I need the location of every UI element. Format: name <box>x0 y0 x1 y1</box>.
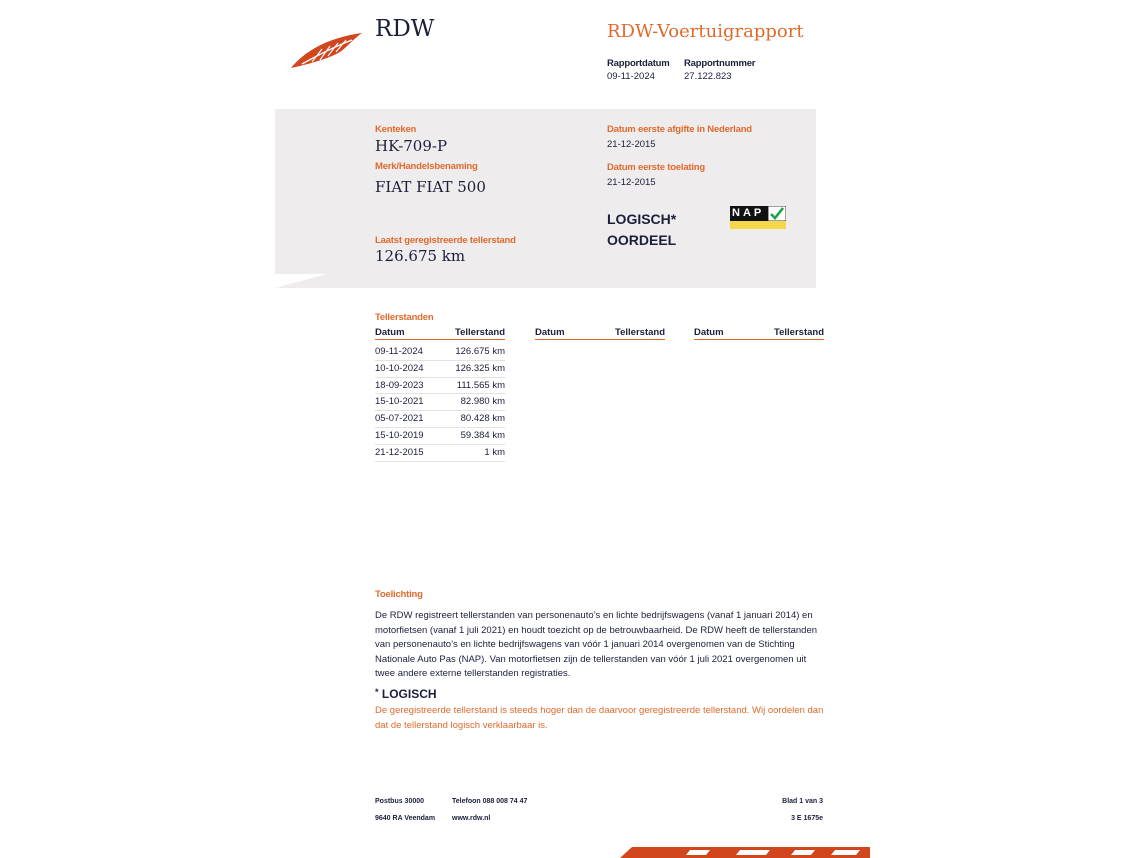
col-tellerstand: Tellerstand <box>615 327 665 338</box>
row-stand: 1 km <box>484 446 505 458</box>
oordeel-line-1: LOGISCH* <box>607 211 677 227</box>
logisch-line: dat de tellerstand logisch verklaarbaar is. <box>375 719 548 731</box>
footer-stripe-decoration <box>620 847 870 858</box>
row-datum: 15-10-2019 <box>375 429 424 441</box>
table-row <box>375 344 505 361</box>
nap-badge <box>730 206 786 229</box>
col-datum: Datum <box>694 327 724 338</box>
row-datum: 21-12-2015 <box>375 446 424 458</box>
teller-value: 126.675 km <box>375 247 466 265</box>
logisch-star: * <box>375 687 379 697</box>
rapportdatum-label: Rapportdatum <box>607 58 670 69</box>
vehicle-summary-panel <box>275 109 816 288</box>
toelichting-line: twee andere externe tellerstanden registraties. <box>375 668 571 679</box>
table-row <box>375 428 505 445</box>
row-stand: 111.565 km <box>456 379 505 391</box>
table-header <box>694 327 824 340</box>
table-header <box>375 327 505 340</box>
toelichting-line: motorfietsen (vanaf 1 juli 2021) en houdt toezicht op de betrouwbaarheid. De RDW heeft de tellerstanden <box>375 624 818 636</box>
table-row <box>375 445 505 462</box>
table-row <box>375 394 505 411</box>
eerste-toelating-label: Datum eerste toelating <box>607 162 706 173</box>
eerste-afgifte-label: Datum eerste afgifte in Nederland <box>607 124 752 135</box>
merk-value: FIAT FIAT 500 <box>375 178 486 196</box>
kenteken-value: HK-709-P <box>375 137 448 155</box>
col-tellerstand: Tellerstand <box>774 327 824 338</box>
row-datum: 05-07-2021 <box>375 413 424 425</box>
toelichting-text <box>375 609 835 682</box>
row-datum: 10-10-2024 <box>375 362 424 374</box>
eerste-toelating-value: 21-12-2015 <box>607 177 656 188</box>
eerste-afgifte-value: 21-12-2015 <box>607 139 656 150</box>
tellerstanden-table-2 <box>535 327 665 340</box>
row-stand: 59.384 km <box>460 429 505 441</box>
toelichting-line: Nationale Auto Pas (NAP). Van motorfietsen zijn de tellerstanden van vóór 1 juli 2021 overgenomen uit <box>375 653 807 665</box>
row-stand: 82.980 km <box>460 396 505 408</box>
logisch-text <box>375 704 835 733</box>
toelichting-title: Toelichting <box>375 589 423 600</box>
footer-web: www.rdw.nl <box>452 815 491 822</box>
row-datum: 09-11-2024 <box>375 346 423 357</box>
logisch-heading <box>375 687 437 701</box>
table-row <box>375 361 505 378</box>
row-datum: 15-10-2021 <box>375 396 424 408</box>
oordeel-line-2: OORDEEL <box>607 232 677 248</box>
org-name: RDW <box>375 16 435 42</box>
check-icon <box>768 206 786 221</box>
rapportnummer-label: Rapportnummer <box>684 58 756 69</box>
teller-label: Laatst geregistreerde tellerstand <box>375 235 516 246</box>
merk-label: Merk/Handelsbenaming <box>375 161 478 172</box>
row-datum: 18-09-2023 <box>375 379 424 391</box>
footer-telefoon: Telefoon 088 008 74 47 <box>452 798 528 805</box>
table-row <box>375 378 505 395</box>
col-datum: Datum <box>375 327 405 338</box>
logisch-line: De geregistreerde tellerstand is steeds hoger dan de daarvoor geregistreerde tellerstand. Wij oordelen dan <box>375 705 824 716</box>
kenteken-label: Kenteken <box>375 124 417 135</box>
footer-blad: Blad 1 van 3 <box>782 798 823 805</box>
nap-badge-yellow <box>730 221 786 229</box>
logisch-title: LOGISCH <box>381 687 437 701</box>
footer-code: 3 E 1675e <box>791 815 823 822</box>
tellerstanden-title: Tellerstanden <box>375 312 434 323</box>
report-title: RDW-Voertuigrapport <box>607 21 804 42</box>
footer-plaats: 9640 RA Veendam <box>375 815 436 822</box>
tellerstanden-table-1 <box>375 327 505 462</box>
rapportdatum-value: 09-11-2024 <box>607 71 655 82</box>
rdw-logo-icon <box>290 30 364 70</box>
toelichting-line: De RDW registreert tellerstanden van personenauto’s en lichte bedrijfswagens (vanaf 1 januari 2014) en <box>375 610 813 621</box>
tellerstanden-table-3 <box>694 327 824 340</box>
table-row <box>375 411 505 428</box>
footer-postbus: Postbus 30000 <box>375 798 425 805</box>
row-stand: 126.325 km <box>455 362 505 374</box>
row-stand: 126.675 km <box>455 346 505 357</box>
rapportnummer-value: 27.122.823 <box>684 71 732 82</box>
row-stand: 80.428 km <box>460 413 505 425</box>
table-header <box>535 327 665 340</box>
col-datum: Datum <box>535 327 565 338</box>
nap-badge-text: NAP <box>732 207 765 219</box>
toelichting-line: van personenauto’s en lichte bedrijfswagens van vóór 1 januari 2014 overgenomen van de Stichting <box>375 639 795 650</box>
panel-notch <box>275 274 327 288</box>
col-tellerstand: Tellerstand <box>455 327 505 338</box>
